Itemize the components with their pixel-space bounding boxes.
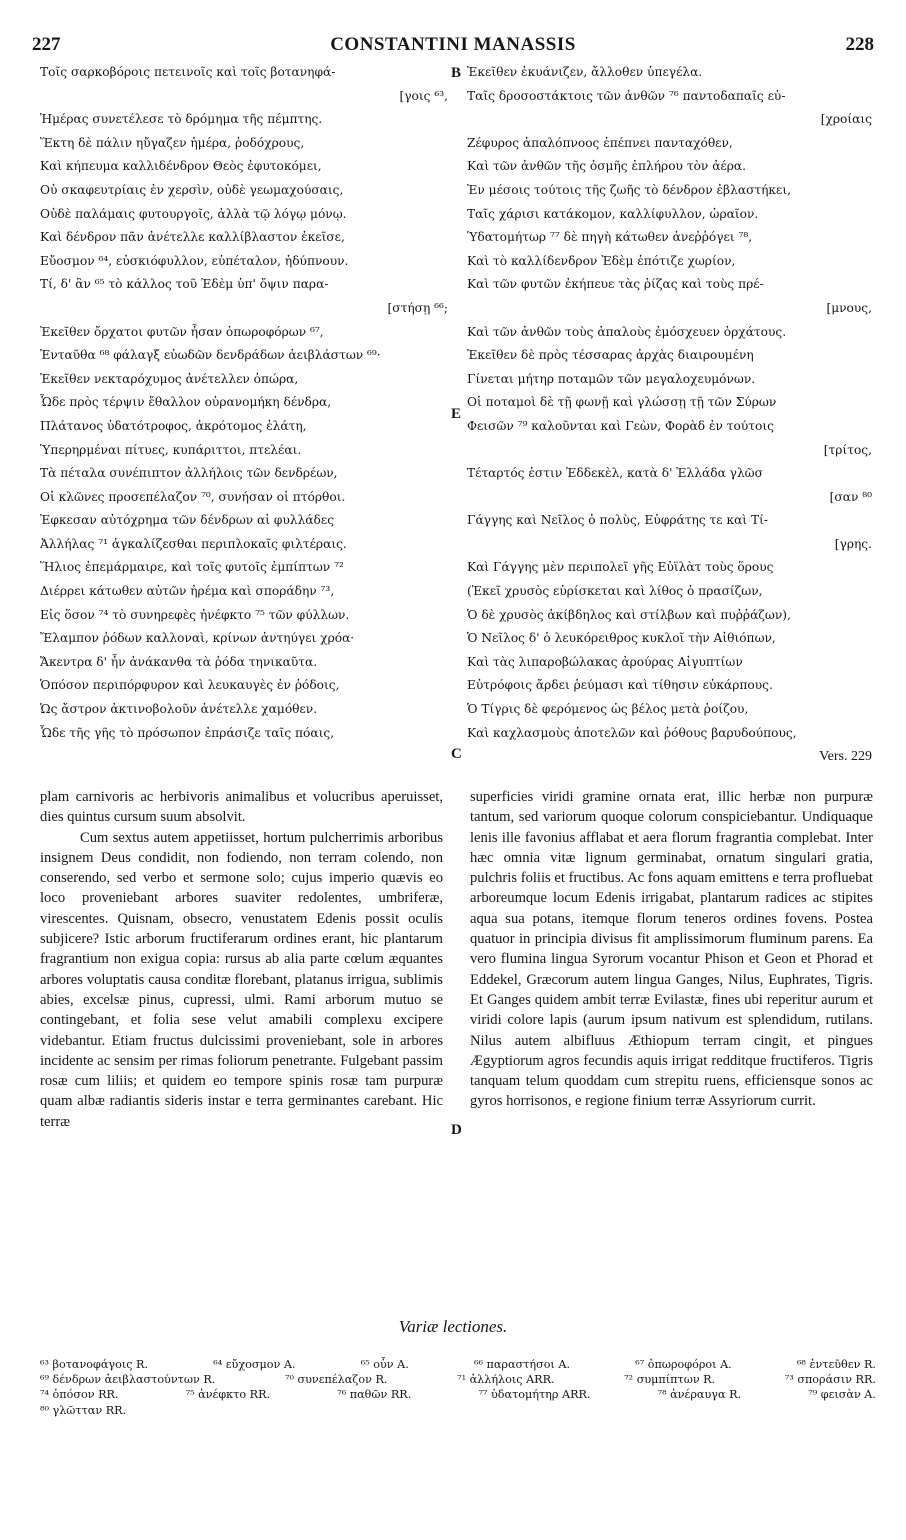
variant-line <box>40 1357 876 1372</box>
greek-left-verse-line: Εὔοσμον ⁶⁴, εὐσκιόφυλλον, εὐπέταλον, ἡδύπνουν. <box>40 253 349 268</box>
greek-left-verse-line: Εἰς ὅσον ⁷⁴ τὸ συνηρεφὲς ἠνέφκτο ⁷⁵ τῶν φύλλων. <box>40 607 350 622</box>
greek-right-verse-line: Εὐτρόφοις ἄρδει ῥεύμασι καὶ τίθησιν εὐκάρπους. <box>467 678 773 693</box>
greek-left-verse-line: Διέρρει κάτωθεν αὐτῶν ἠρέμα καὶ σποράδην ⁷³, <box>40 584 335 599</box>
variant-note: ⁷² συμπίπτων R. <box>624 1373 716 1387</box>
variant-note: ⁶⁸ ἐντεῦθεν R. <box>796 1358 876 1371</box>
greek-left-verse-line: Ἐκεῖθεν ὄρχατοι φυτῶν ἦσαν ὀπωροφόρων ⁶⁷, <box>40 324 324 339</box>
greek-right-verse-line: Ταῖς χάρισι κατάκομον, καλλίφυλλον, ὡραῖον. <box>467 206 759 221</box>
greek-left-verse-line: Τί, δ' ἂν ⁶⁵ τὸ κάλλος τοῦ Ἐδὲμ ὑπ' ὄψιν παρα- <box>40 277 329 292</box>
greek-right-verse-line: Ὁ δὲ χρυσὸς ἀκίβδηλος καὶ στίλβων καὶ πυῤῥάζων), <box>467 607 791 622</box>
greek-left-verse-line: Ἥλιος ἐπεμάρμαιρε, καὶ τοῖς φυτοῖς ἐμπίπτων ⁷² <box>40 560 344 575</box>
greek-right-verse-line: Καὶ τῶν φυτῶν ἐκήπευε τὰς ῥίζας καὶ τοὺς πρέ- <box>467 277 764 292</box>
variant-line <box>40 1372 876 1387</box>
greek-left-verse-line: Καὶ δένδρον πᾶν ἀνέτελλε καλλίβλαστον ἐκεῖσε, <box>40 230 345 245</box>
latin-paragraph: Cum sextus autem appetiisset, hortum pulcherrimis arboribus insignem Deus condidit, non fodiendo, non terram colendo, non conserendo, sed verbo et sermone solo; cujus imperio quævis eo loco proveniebant arbores suaviter redolentes, umbriferæ, virescentes. Quisnam, obsecro, venustatem Edenis possit oculis subjicere? Istic arborum fructiferarum ordines erant, hic plantarum fragrantium non exigua copia: rursus ab alia parte cœlum æquantes arbores voluptatis causa conditæ florebant, platanus irrigua, sublimis abies, excelsæ pinus, cupressi, ulmi. Rami arborum mutuo se contingebant, et folia sese velut amabili complexu excipere videbantur. Etiam fructus dulcissimi proveniebant, sole in arbores incidente ac sensim per rimas foliorum penetrante. Fulgebant passim rosæ cum liliis; et quidem eo tempore spinis rosæ tam purpuræ quam albæ radiantis sideris instar e terra germinantes carebant. Hic terræ <box>40 829 443 1130</box>
greek-right-verse-line: Καὶ τὸ καλλίδενδρον Ἐδὲμ ἐπότιζε χωρίον, <box>467 253 736 268</box>
greek-right-verse-line: Γάγγης καὶ Νεῖλος ὁ πολὺς, Εὐφράτης τε καὶ Τί- <box>467 513 768 528</box>
greek-right-verse-line: [τρίτος, <box>823 442 872 457</box>
greek-right-verse-line: Τέταρτός ἐστιν Ἐδδεκὲλ, κατὰ δ' Ἑλλάδα γλῶσ <box>467 466 763 481</box>
variant-note: ⁶⁶ παραστήσοι A. <box>473 1358 571 1371</box>
greek-left-verse-line: Οὐδὲ παλάμαις φυτουργοῖς, ἀλλὰ τῷ λόγῳ μόνῳ. <box>40 206 347 221</box>
greek-right-verse-line: Ταῖς δροσοστάκτοις τῶν ἀνθῶν ⁷⁶ παντοδαπαῖς εὐ- <box>467 88 786 103</box>
variant-note: ⁶³ βοτανοφάγοις R. <box>40 1358 149 1371</box>
greek-right-verse-line: Καὶ τῶν ἀνθῶν τῆς ὀσμῆς ἐπλήρου τὸν ἀέρα. <box>467 159 747 174</box>
greek-left-verse-line: Ἐφκεσαν αὐτόχρημα τῶν δένδρων αἱ φυλλάδες <box>40 513 335 528</box>
greek-right-verse-line: Ὁ Τίγρις δὲ φερόμενος ὡς βέλος μετὰ ῥοίζου, <box>467 702 749 717</box>
greek-right-verse-line: Vers. 229 <box>819 749 872 765</box>
variant-note: ⁸⁰ γλῶτταν RR. <box>40 1403 127 1417</box>
greek-right-verse-line: (Ἐκεῖ χρυσὸς εὑρίσκεται καὶ λίθος ὁ πρασίζων, <box>467 584 763 599</box>
greek-right-verse-line: [γρης. <box>834 536 872 551</box>
greek-left-verse-line: Ἄκεντρα δ' ἦν ἀνάκανθα τὰ ῥόδα τηνικαῦτα. <box>40 654 318 669</box>
greek-left-verse-line: Πλάτανος ὑδατότροφος, ἀκρότομος ἐλάτη, <box>40 418 307 433</box>
variant-note: ⁷⁸ ἀνέραυγα R. <box>657 1388 742 1402</box>
latin-paragraph: superficies viridi gramine ornata erat, illic herbæ non purpuræ tantum, sed variorum quoque colorum conspiciebantur. Undiquaque lenis ille favonius afflabat et aera florum fragrantia complebat. Inter hæc omnia vitæ lignum germinabat, ornatum singulari gratia, pulchris foliis et fructibus. Ac fons aquam emittens e terra profluebat arboreumque locum Edenis irrigabat, plantarum radices ac stipites aqua sua potans, itemque florum teneros ordines fovens. Postea quatuor in principia divisus fit amplissimorum fluminum parens. Ea vero flumina lingua Syrorum vocantur Phison et Geon et Phorad et Eddekel, Græcorum autem lingua Ganges, Nilus, Euphrates, Tigris. Et Ganges quidem ambit terræ Evilastæ, fines ubi reperitur aurum et viridi colore lapis (aurum ipsum nativum est splendidum, rutilans. Nilus autem albifluus Æthiopum terram cingit, et pingues Ægyptiorum agros fecundis aquis irrigat redditque fructiferos. Tigris tanquam telum quoddam cum strepitu ruens, efficiensque sonos ac gyros horrisonos, e regione finium terræ Assyriorum currit. <box>470 789 873 1110</box>
margin-mark-d: D <box>451 1122 462 1138</box>
greek-right-verse-line: Ὑδατομήτωρ ⁷⁷ δὲ πηγὴ κάτωθεν ἀνεῤῥόγει ⁷⁸, <box>467 230 753 245</box>
running-title: CONSTANTINI MANASSIS <box>330 34 576 55</box>
greek-right-verse-line: Φεισῶν ⁷⁹ καλοῦνται καὶ Γεὼν, Φορὰδ ἐν τούτοις <box>467 418 774 433</box>
greek-left-verse-line: Ἐκεῖθεν νεκταρόχυμος ἀνέτελλεν ὀπώρα, <box>40 371 299 386</box>
latin-translation-right <box>470 787 873 1112</box>
greek-right-verse-line: Γίνεται μήτηρ ποταμῶν τῶν μεγαλοχευμόνων. <box>467 371 756 386</box>
variant-note: ⁷⁷ ὑδατομήτηρ ARR. <box>478 1388 591 1402</box>
greek-left-verse-line: [στήσῃ ⁶⁶; <box>387 300 448 315</box>
greek-right-verse-line: Ζέφυρος ἁπαλόπνοος ἐπέπνει πανταχόθεν, <box>467 135 733 150</box>
greek-left-verse-line: Ὧδε τῆς γῆς τὸ πρόσωπον ἐπράσιζε ταῖς πόαις, <box>40 725 335 740</box>
latin-paragraph: plam carnivoris ac herbivoris animalibus et volucribus aperuisset, dies quintus cursum suum absolvit. <box>40 789 443 826</box>
greek-left-verse-line: Ὧδε πρὸς τέρψιν ἔθαλλον οὐρανομήκη δένδρα, <box>40 395 332 410</box>
variant-note: ⁷⁹ φεισὰν A. <box>808 1388 876 1402</box>
greek-right-verse-line: Καὶ τὰς λιπαροβώλακας ἀρούρας Αἰγυπτίων <box>467 654 743 669</box>
variae-lectiones-heading: Variæ lectiones. <box>398 1317 508 1336</box>
greek-verse-column-left <box>40 61 448 745</box>
greek-left-verse-line: Τὰ πέταλα συνέπιπτον ἀλλήλοις τῶν δενδρέων, <box>40 466 338 481</box>
greek-left-verse-line: Καὶ κήπευμα καλλιδένδρον Θεὸς ἐφυτοκόμει, <box>40 159 322 174</box>
greek-right-verse-line: [σαν ⁸⁰ <box>829 489 872 504</box>
margin-mark-c: C <box>451 746 462 762</box>
greek-left-verse-line: Οἱ κλῶνες προσεπέλαζον ⁷⁰, συνήσαν οἱ πτόρθοι. <box>40 489 346 504</box>
greek-right-verse-line: Καὶ Γάγγης μὲν περιπολεῖ γῆς Εὐϊλὰτ τοὺς ὅρους <box>467 560 774 575</box>
margin-mark-b: B <box>451 65 462 81</box>
greek-left-verse-line: [γοις ⁶³, <box>399 88 448 103</box>
variant-note: ⁷⁰ συνεπέλαζον R. <box>284 1373 388 1387</box>
greek-left-verse-line: Ἐνταῦθα ⁶⁸ φάλαγξ εὐωδῶν δενδράδων ἀειβλάστων ⁶⁹· <box>40 348 381 363</box>
variant-note: ⁶⁹ δένδρων ἀειβλαστούντων R. <box>40 1373 216 1387</box>
greek-left-verse-line: Ὑπερηρμέναι πίτυες, κυπάριττοι, πτελέαι. <box>40 442 302 457</box>
variant-note: ⁷⁶ παθῶν RR. <box>337 1388 412 1402</box>
page-number-right: 228 <box>845 34 874 55</box>
greek-left-verse-line: Ὡς ἄστρον ἀκτινοβολοῦν ἀνέτελλε χαμόθεν. <box>40 702 318 717</box>
greek-left-verse-line: Τοῖς σαρκοβόροις πετεινοῖς καὶ τοῖς βοτανηφά- <box>40 65 336 79</box>
variant-line <box>40 1403 876 1418</box>
greek-right-verse-line: Καὶ καχλασμοὺς ἀποτελῶν καὶ ῥόθους βαρυδούπους, <box>467 725 797 740</box>
greek-left-verse-line: Ἡμέρας συνετέλεσε τὸ δρόμημα τῆς πέμπτης. <box>40 112 323 127</box>
greek-left-verse-line: Ἀλλήλας ⁷¹ ἀγκαλίζεσθαι περιπλοκαῖς φιλτέραις. <box>40 536 347 551</box>
variant-note: ⁷¹ ἀλλήλοις ARR. <box>457 1373 555 1387</box>
variant-note: ⁷⁴ ὁπόσον RR. <box>40 1388 119 1402</box>
variant-line <box>40 1387 876 1402</box>
greek-left-verse-line: Ἔλαμπον ῥόδων καλλοναὶ, κρίνων ἀντηύγει χρόα· <box>40 631 355 646</box>
page-header <box>32 34 874 60</box>
greek-right-verse-line: Ἐν μέσοις τούτοις τῆς ζωῆς τὸ δένδρον ἐβλαστήκει, <box>467 182 792 197</box>
margin-mark-e: E <box>451 406 462 422</box>
greek-right-verse-line: Ὁ Νεῖλος δ' ὁ λευκόρειθρος κυκλοῖ τὴν Αἰθιόπων, <box>467 631 776 646</box>
variant-readings <box>40 1357 876 1418</box>
variant-note: ⁶⁴ εὔχοσμον A. <box>213 1358 296 1371</box>
greek-right-verse-line: Ἐκεῖθεν δὲ πρὸς τέσσαρας ἀρχὰς διαιρουμένη <box>467 348 754 363</box>
page-number-left: 227 <box>32 34 61 55</box>
variant-note: ⁶⁵ οὖν A. <box>360 1358 409 1371</box>
greek-left-verse-line: Οὐ σκαφευτρίαις ἐν χερσὶν, οὐδὲ γεωμαχούσαις, <box>40 182 344 197</box>
greek-left-verse-line: Ἕκτη δὲ πάλιν ηὔγαζεν ἡμέρα, ῥοδόχρους, <box>40 135 305 150</box>
greek-right-verse-line: Οἱ ποταμοὶ δὲ τῇ φωνῇ καὶ γλώσσῃ τῇ τῶν Σύρων <box>467 395 777 410</box>
greek-right-verse-line: Ἐκεῖθεν ἐκυάνιζεν, ἄλλοθεν ὑπεγέλα. <box>467 65 703 79</box>
greek-verse-column-right <box>467 61 872 769</box>
variant-note: ⁶⁷ ὀπωροφόροι A. <box>635 1358 732 1371</box>
greek-right-verse-line: [μνους, <box>826 300 872 315</box>
latin-translation-left <box>40 787 443 1132</box>
variant-note: ⁷⁵ ἀνέφκτο RR. <box>185 1388 271 1402</box>
variant-note: ⁷³ σποράσιν RR. <box>784 1373 876 1387</box>
greek-right-verse-line: Καὶ τῶν ἀνθῶν τοὺς ἁπαλοὺς ἐμόσχευεν ὀρχάτους. <box>467 324 787 339</box>
greek-left-verse-line: Ὁπόσον περιπόρφυρον καὶ λευκαυγὲς ἐν ῥόδοις, <box>40 678 340 693</box>
greek-right-verse-line: [χροίαις <box>820 112 872 127</box>
